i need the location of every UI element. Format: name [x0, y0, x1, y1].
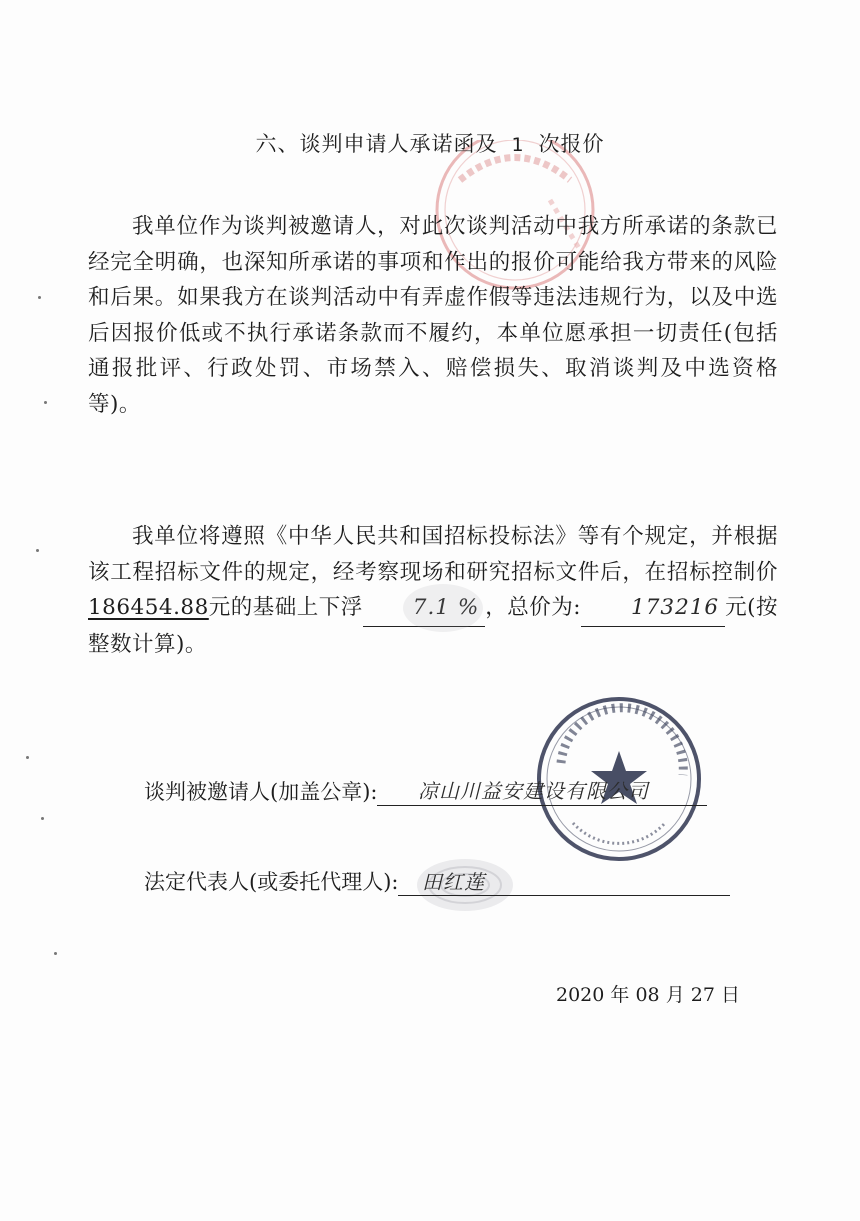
- invitee-label: 谈判被邀请人(加盖公章):: [144, 780, 378, 804]
- date-year-unit: 年: [610, 984, 630, 1006]
- date-month: 08: [635, 984, 660, 1006]
- signing-date: [556, 980, 740, 1007]
- title-prefix: 六、谈判申请人承诺函及: [255, 132, 498, 156]
- quote-text-2: ，总价为:: [485, 595, 582, 620]
- date-month-unit: 月: [665, 984, 685, 1006]
- control-price: 186454.88: [88, 595, 209, 620]
- date-day-unit: 日: [721, 984, 741, 1006]
- title-count: 1: [511, 134, 525, 156]
- discount-value: 7.1: [412, 595, 450, 620]
- percent-sign: %: [457, 595, 480, 620]
- representative-handwriting: 田红莲: [422, 870, 485, 894]
- quote-text-3: 元(按整数计算)。: [88, 595, 778, 657]
- representative-label: 法定代表人(或委托代理人):: [144, 870, 399, 894]
- scan-speck: [44, 401, 47, 404]
- commitment-paragraph: 我单位作为谈判被邀请人，对此次谈判活动中我方所承诺的条款已经完全明确，也深知所承诺的事项和作出的报价可能给我方带来的风险和后果。如果我方在谈判活动中有弄虚作假等违法违规行为，以及中选后因报价低或不执行承诺条款而不履约，本单位愿承担一切责任(包括通报批评、行政处罚、市场禁入、赔偿损失、取消谈判及中选资格等)。: [88, 214, 778, 417]
- date-day: 27: [690, 984, 715, 1006]
- invitee-handwriting: 凉山川益安建设有限公司: [418, 779, 649, 803]
- scan-speck: [36, 549, 39, 552]
- page-title: [0, 128, 860, 158]
- scan-speck: [26, 756, 29, 759]
- fingerprint-smudge-2: [398, 578, 488, 638]
- quote-text-1: 我单位将遵照《中华人民共和国招标投标法》等有个规定，并根据该工程招标文件的规定，经考察现场和研究招标文件后，在招标控制价: [88, 524, 778, 585]
- scan-speck: [54, 952, 57, 955]
- scan-speck: [41, 817, 44, 820]
- date-year: 2020: [556, 984, 605, 1006]
- quote-unit-1: 元的基础上下浮: [208, 595, 363, 620]
- title-suffix: 次报价: [538, 132, 605, 156]
- total-price-field: 173216: [581, 590, 725, 627]
- scan-speck: [38, 296, 41, 299]
